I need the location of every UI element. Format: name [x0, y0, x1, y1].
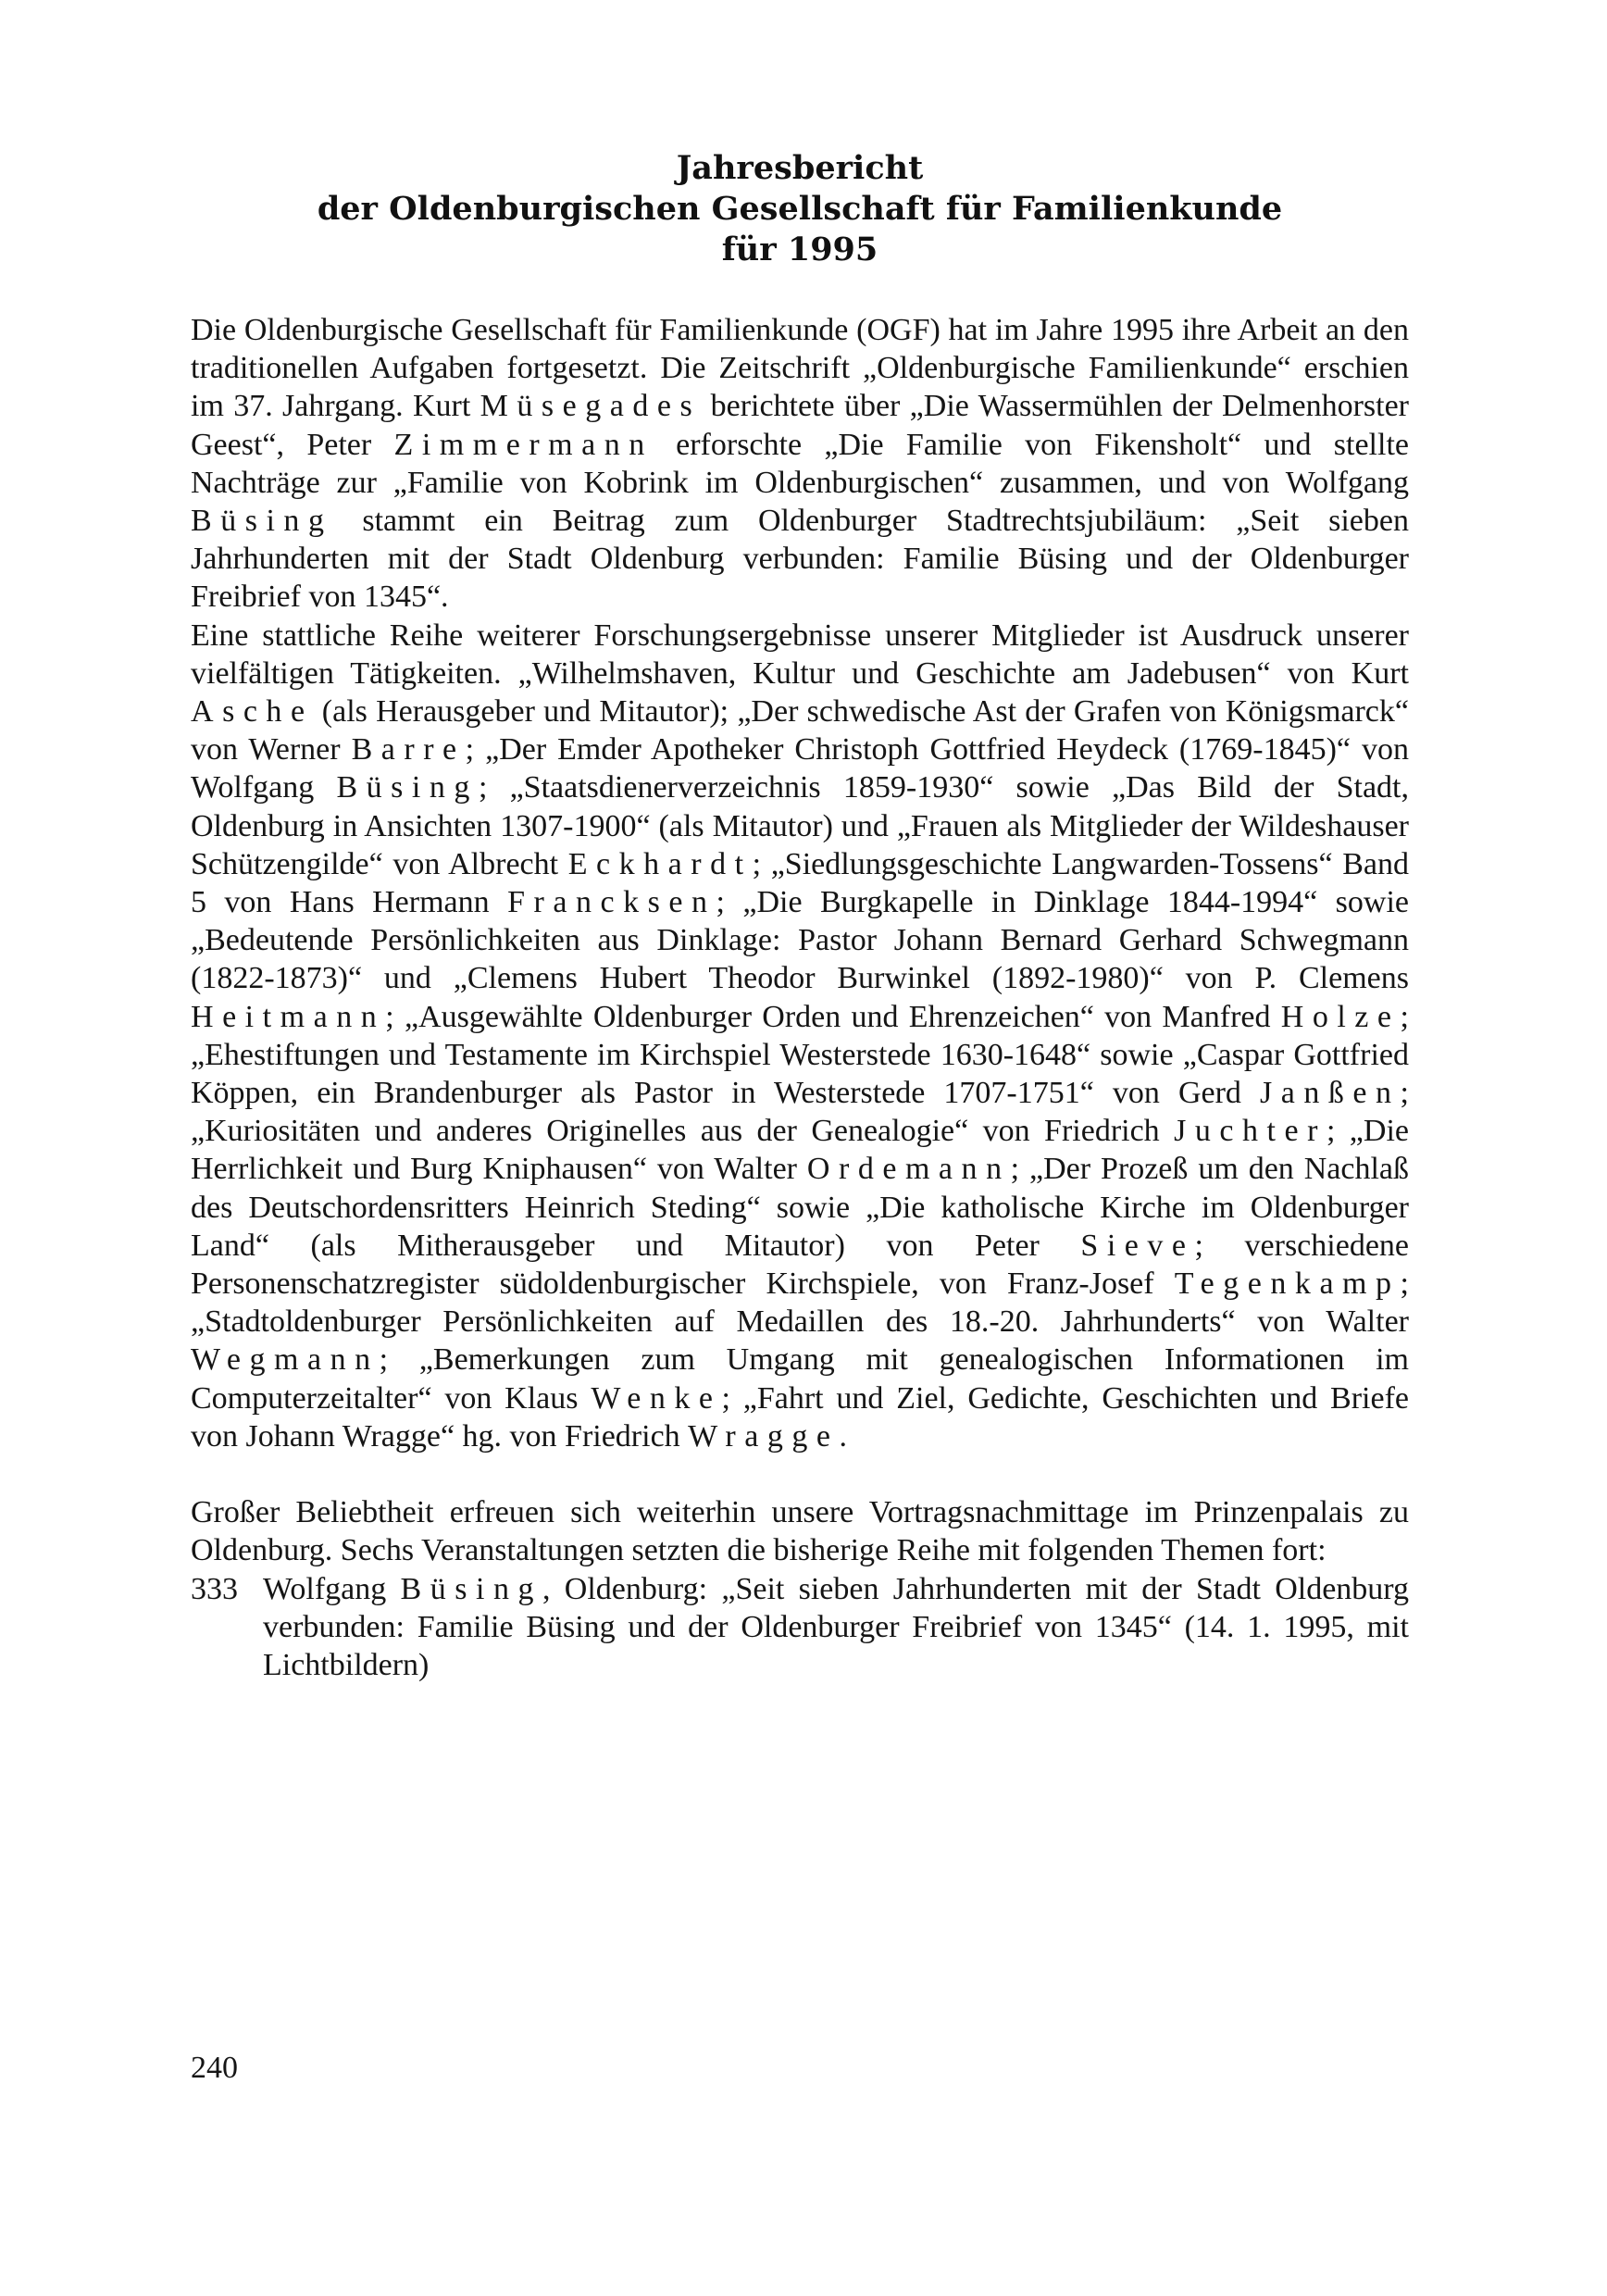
text-run: Eine stattliche Reihe weiterer Forschungsergebnisse unserer Mitglieder ist Ausdruck unserer vielfältigen Tätigkeiten. „Wilhelmshaven, Kultur und Geschichte am Jadebusen“ von Kurt — [191, 618, 1409, 691]
text-run: (als Herausgeber und Mitautor); „Der schwedische Ast der Grafen von Königsmarck“ von Werner — [191, 694, 1409, 767]
text-run: ; „Der Emder Apotheker Christoph Gottfried Heydeck (1769-1845)“ von Wolfgang — [191, 732, 1409, 805]
text-run: ; „Die Herrlichkeit und Burg Kniphausen“ von Walter — [191, 1114, 1409, 1187]
author-name: Asche — [191, 694, 314, 730]
text-run: ; „Ausgewählte Oldenburger Orden und Ehrenzeichen“ von Manfred — [385, 999, 1281, 1034]
paragraph-lectures-intro: Großer Beliebtheit erfreuen sich weiterhin unsere Vortragsnachmittage im Prinzenpalais zu Oldenburg. Sechs Veranstaltungen setzten die bisherige Reihe mit folgenden Themen fort: — [191, 1495, 1409, 1568]
text-run: . — [839, 1418, 848, 1454]
author-name: Eckhardt — [567, 846, 753, 881]
text-run: Die Oldenburgische Gesellschaft für Familienkunde (OGF) hat im Jahre 1995 ihre Arbeit an den traditionellen Aufgaben fortgesetzt. Die Zeitschrift „Oldenburgische Familienkunde“ erschien im 37. Jahrgang. Kurt — [191, 313, 1409, 424]
text-run: ; „Die Burgkapelle in Dinklage 1844-1994“ sowie „Bedeutende Persönlichkeiten aus Dinklage: Pastor Johann Bernard Gerhard Schwegmann (1822-1873)“ und „Clemens Hubert Theodor Burwinkel (1892-1980)“ von P. Clemens — [191, 885, 1409, 996]
title-line-1: Jahresbericht — [676, 149, 924, 187]
list-item — [191, 1570, 1409, 1685]
text-run: ; „Staatsdienerverzeichnis 1859-1930“ sowie „Das Bild der Stadt, Oldenburg in Ansichten 1307-1900“ (als Mitautor) und „Frauen als Mitglieder der Wildeshauser Schützengilde“ von Albrecht — [191, 770, 1410, 881]
text-run: berichtete über „Die Wassermühlen der Delmenhorster Geest“, Peter — [191, 389, 1409, 462]
author-name: Büsing — [400, 1571, 543, 1606]
text-run: ; „Kuriositäten und anderes Originelles aus der Genealogie“ von Friedrich — [191, 1076, 1409, 1149]
author-name: Zimmermann — [393, 427, 654, 462]
text-run: stammt ein Beitrag zum Oldenburger Stadtrechtsjubiläum: „Seit sieben Jahrhunderten mit der Stadt Oldenburg verbunden: Familie Büsing und der Oldenburger Freibrief von 1345“. — [191, 504, 1409, 615]
author-name: Francksen — [507, 885, 716, 920]
lecture-list — [191, 1570, 1409, 1685]
author-name: Wenke — [591, 1380, 722, 1416]
text-run: ; verschiedene Personenschatzregister südoldenburgischer Kirchspiele, von Franz-Josef — [191, 1228, 1409, 1302]
author-name: Holze — [1280, 999, 1401, 1034]
text-run: ; „Bemerkungen zum Umgang mit genealogischen Informationen im Computerzeitalter“ von Klaus — [191, 1342, 1409, 1416]
author-name: Wegmann — [191, 1342, 380, 1378]
text-run: , Oldenburg: „Seit sieben Jahrhunderten mit der Stadt Oldenburg verbunden: Familie Büsing und der Oldenburger Freibrief von 1345“ (14. 1. 1995, mit Lichtbildern) — [263, 1571, 1409, 1682]
text-run: Wolfgang — [263, 1571, 401, 1606]
author-name: Ordemann — [806, 1152, 1011, 1187]
text-run: ; „Stadtoldenburger Persönlichkeiten auf Medaillen des 18.-20. Jahrhunderts“ von Walter — [191, 1267, 1409, 1340]
author-name: Büsing — [191, 504, 333, 539]
lecture-number: 333 — [191, 1571, 238, 1606]
page-number: 240 — [191, 2051, 238, 2085]
text-run: ; „Ehestiftungen und Testamente im Kirchspiel Westerstede 1630-1648“ sowie „Caspar Gottfried Köppen, ein Brandenburger als Pastor in Westerstede 1707-1751“ von Gerd — [191, 999, 1409, 1111]
text-run: ; „Der Prozeß um den Nachlaß des Deutschordensritters Heinrich Steding“ sowie „Die katholische Kirche im Oldenburger Land“ (als Mitherausgeber und Mitautor) von Peter — [191, 1152, 1410, 1263]
text-run: ; „Fahrt und Ziel, Gedichte, Geschichten und Briefe von Johann Wragge“ hg. von Friedrich — [191, 1380, 1409, 1454]
author-name: Büsing — [336, 770, 479, 805]
author-name: Tegenkamp — [1174, 1267, 1401, 1302]
document-page — [191, 148, 1409, 1684]
author-name: Wragge — [688, 1418, 840, 1454]
author-name: Juchter — [1174, 1114, 1327, 1149]
title-line-3: für 1995 — [721, 231, 878, 268]
author-name: Janßen — [1260, 1076, 1401, 1111]
text-run: ; „Siedlungsgeschichte Langwarden-Tossens“ Band 5 von Hans Hermann — [191, 846, 1409, 920]
title-line-2: der Oldenburgischen Gesellschaft für Familienkunde — [317, 190, 1283, 228]
paragraph-publications — [191, 617, 1409, 1455]
author-name: Sieve — [1080, 1228, 1195, 1263]
lecture-text — [263, 1570, 1409, 1685]
author-name: Müsegades — [480, 389, 702, 424]
document-title — [191, 148, 1409, 270]
author-name: Barre — [351, 732, 466, 767]
paragraph-intro — [191, 311, 1409, 617]
author-name: Heitmann — [191, 999, 386, 1034]
text-run: erforschte „Die Familie von Fikensholt“ und stellte Nachträge zur „Familie von Kobrink im Oldenburgischen“ zusammen, und von Wolfgang — [191, 427, 1409, 500]
